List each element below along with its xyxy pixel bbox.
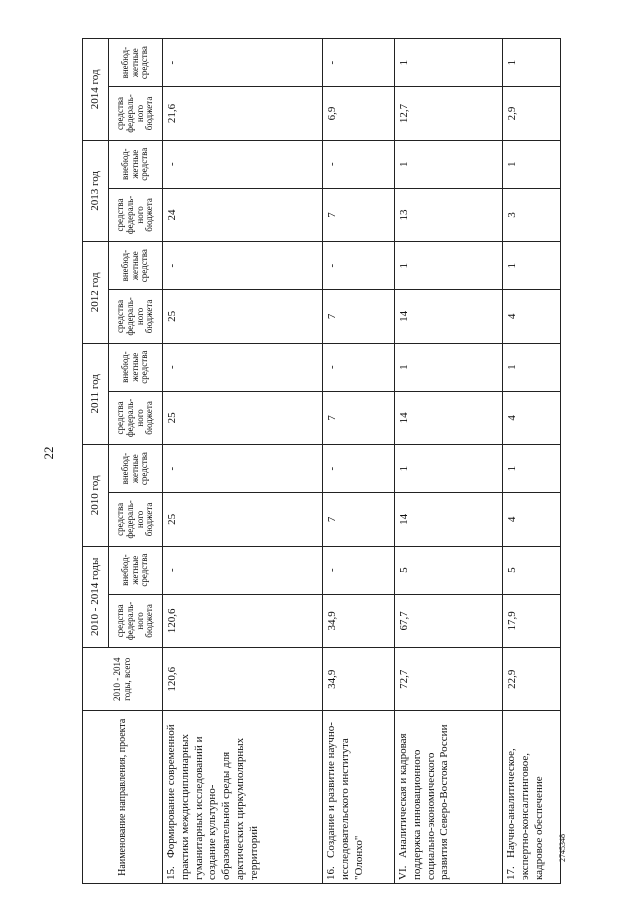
value-cell: 14 (395, 493, 503, 546)
value-cell: 17,9 (503, 594, 561, 647)
value-cell: 1 (395, 242, 503, 290)
row-number: VI. (397, 865, 409, 880)
header-federal: средства федераль- ного бюджета (109, 493, 163, 546)
value-cell: 1 (395, 343, 503, 391)
row-name: Формирование современной практики междисциплинарных гуманитарных исследований и создание культурно-образовательной среды для арктических циркумполярных территорий (165, 724, 260, 880)
value-cell: 24 (163, 188, 323, 241)
value-cell: - (163, 242, 323, 290)
value-cell: 120,6 (163, 594, 323, 647)
value-cell: 5 (395, 546, 503, 594)
value-cell: 14 (395, 391, 503, 444)
value-cell: 7 (323, 391, 395, 444)
value-cell: 2,9 (503, 87, 561, 140)
row-total: 72,7 (395, 648, 503, 711)
value-cell: - (323, 445, 395, 493)
value-cell: 7 (323, 188, 395, 241)
value-cell: - (163, 445, 323, 493)
page-number: 22 (41, 446, 56, 460)
value-cell: - (323, 140, 395, 188)
header-name: Наименование направления, проекта (83, 711, 163, 884)
header-period-2013: 2013 год (83, 140, 109, 241)
value-cell: 25 (163, 493, 323, 546)
value-cell: 6,9 (323, 87, 395, 140)
value-cell: - (163, 343, 323, 391)
value-cell: 25 (163, 391, 323, 444)
value-cell: 13 (395, 188, 503, 241)
row-name-cell (395, 711, 503, 884)
header-federal: средства федераль- ного бюджета (109, 594, 163, 647)
value-cell: - (323, 242, 395, 290)
header-period-2010: 2010 год (83, 445, 109, 546)
header-extra: внебюд- жетные средства (109, 39, 163, 87)
header-extra: внебюд- жетные средства (109, 343, 163, 391)
row-total: 120,6 (163, 648, 323, 711)
value-cell: 1 (503, 140, 561, 188)
header-federal: средства федераль- ного бюджета (109, 290, 163, 343)
value-cell: 1 (395, 140, 503, 188)
row-number: 17. (505, 866, 517, 880)
value-cell: 1 (503, 445, 561, 493)
table-row (395, 39, 503, 884)
row-name: Научно-аналитическое, экспертно-консалтинговое, кадровое обеспечение (505, 748, 545, 880)
document-code: 2745348 (558, 834, 567, 862)
row-name: Аналитическая и кадровая поддержка инновационного социально-экономического развития Северо-Востока России (397, 724, 451, 880)
header-extra: внебюд- жетные средства (109, 546, 163, 594)
value-cell: 5 (503, 546, 561, 594)
budget-table-rotated (82, 38, 545, 884)
value-cell: 21,6 (163, 87, 323, 140)
row-name: Создание и развитие научно-исследовательского института "Олонхо" (325, 722, 365, 880)
header-extra: внебюд- жетные средства (109, 445, 163, 493)
header-period-2010-2014: 2010 - 2014 годы (83, 546, 109, 648)
value-cell: 14 (395, 290, 503, 343)
header-federal: средства федераль- ного бюджета (109, 188, 163, 241)
value-cell: 7 (323, 290, 395, 343)
row-number: 15. (165, 866, 177, 880)
value-cell: 4 (503, 493, 561, 546)
table-row (503, 39, 561, 884)
header-period-2011: 2011 год (83, 343, 109, 445)
value-cell: - (323, 39, 395, 87)
header-period-2012: 2012 год (83, 242, 109, 343)
value-cell: 34,9 (323, 594, 395, 647)
value-cell: 4 (503, 290, 561, 343)
header-extra: внебюд- жетные средства (109, 140, 163, 188)
value-cell: 67,7 (395, 594, 503, 647)
value-cell: 4 (503, 391, 561, 444)
header-period-2014: 2014 год (83, 39, 109, 141)
value-cell: - (163, 39, 323, 87)
value-cell: 7 (323, 493, 395, 546)
row-total: 34,9 (323, 648, 395, 711)
value-cell: - (163, 546, 323, 594)
value-cell: 1 (503, 242, 561, 290)
header-federal: средства федераль- ного бюджета (109, 391, 163, 444)
budget-table (82, 38, 561, 884)
row-name-cell (323, 711, 395, 884)
header-extra: внебюд- жетные средства (109, 242, 163, 290)
value-cell: 12,7 (395, 87, 503, 140)
table-row (163, 39, 323, 884)
value-cell: 1 (503, 343, 561, 391)
value-cell: - (323, 546, 395, 594)
value-cell: 25 (163, 290, 323, 343)
row-name-cell (503, 711, 561, 884)
value-cell: 1 (395, 39, 503, 87)
row-number: 16. (325, 866, 337, 880)
header-row-years (83, 39, 109, 884)
value-cell: 3 (503, 188, 561, 241)
header-total: 2010 - 2014 годы, всего (83, 648, 163, 711)
value-cell: - (163, 140, 323, 188)
value-cell: 1 (503, 39, 561, 87)
header-federal: средства федераль- ного бюджета (109, 87, 163, 140)
value-cell: - (323, 343, 395, 391)
row-total: 22,9 (503, 648, 561, 711)
value-cell: 1 (395, 445, 503, 493)
row-name-cell (163, 711, 323, 884)
table-row (323, 39, 395, 884)
